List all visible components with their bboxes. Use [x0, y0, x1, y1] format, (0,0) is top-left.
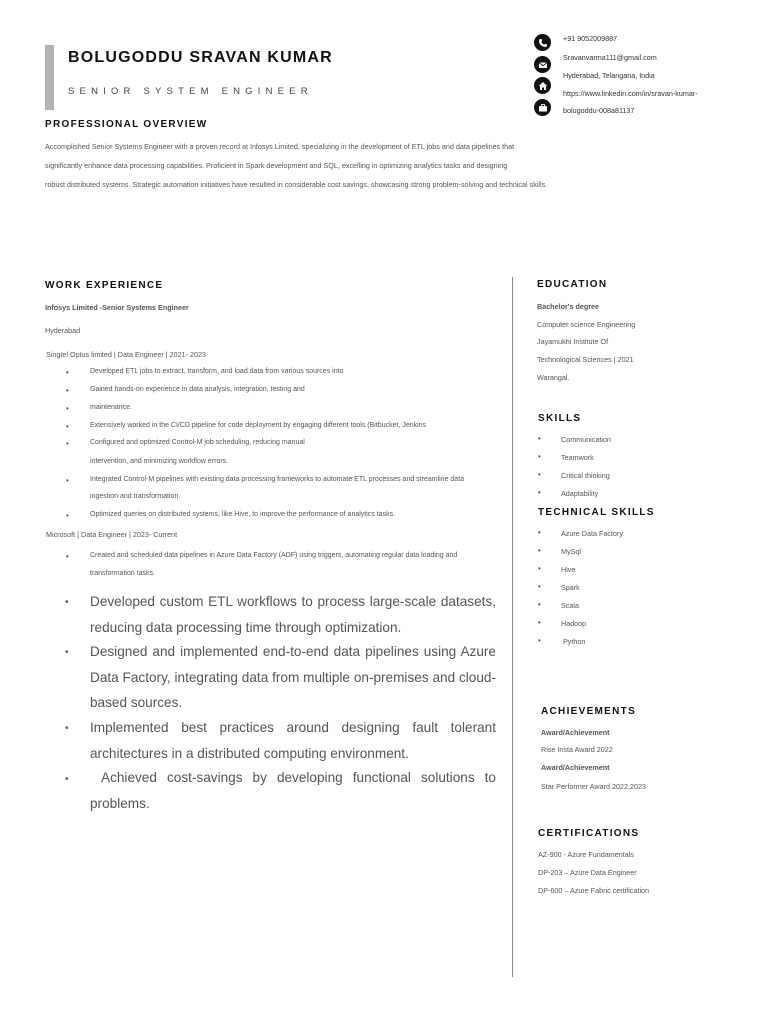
technical-skills-heading: TECHNICAL SKILLS: [538, 507, 655, 518]
list-item: Achieved cost-savings by developing functional solutions to problems.: [90, 770, 496, 811]
bullet: •: [538, 618, 541, 627]
skill-item: Communication: [561, 435, 611, 444]
education-institution: Jayamukhi Institute Of: [537, 337, 609, 346]
bullet: •: [66, 404, 69, 413]
bullet: •: [538, 452, 541, 461]
bullet: •: [65, 723, 69, 734]
contact-phone[interactable]: +91 9052009887: [563, 34, 618, 43]
skill-item: Critical thinking: [561, 471, 610, 480]
candidate-name: BOLUGODDU SRAVAN KUMAR: [68, 49, 333, 66]
overview-heading: PROFESSIONAL OVERVIEW: [45, 119, 208, 130]
tech-skill-item: Python: [563, 637, 586, 646]
bullet: •: [66, 439, 69, 448]
achievement-label: Award/Achievement: [541, 763, 610, 772]
tech-skill-item: Hive: [561, 565, 576, 574]
overview-line: Accomplished Senior Systems Engineer with a proven record at Infosys Limited, specializing in the development of ETL jobs and data pipelines that: [45, 142, 515, 151]
list-item-cont: ingestion and transformation.: [90, 493, 181, 500]
list-item: Extensively worked in the CI/CD pipeline for code deployment by engaging different tools (Bitbucket, Jenkins: [90, 422, 427, 429]
overview-line: robust distributed systems. Strategic automation initiatives have resulted in considerable cost savings, showcasing strong problem-solving and technical skills.: [45, 180, 548, 189]
header-accent-bar: [45, 45, 54, 110]
list-item: Developed custom ETL workflows to process large-scale datasets, reducing data processing time through optimization.: [90, 594, 496, 635]
list-item: Created and scheduled data pipelines in Azure Data Factory (ADF) using triggers, automating regular data loading and: [90, 552, 458, 559]
bullet: •: [66, 386, 69, 395]
phone-icon: [534, 34, 551, 51]
tech-skill-item: Spark: [561, 583, 580, 592]
list-item-cont: transformation tasks.: [90, 570, 155, 577]
bullet: •: [66, 368, 69, 377]
bullet: •: [66, 511, 69, 520]
achievement-label: Award/Achievement: [541, 728, 610, 737]
education-field: Computer science Engineering: [537, 320, 636, 329]
list-item: Implemented best practices around designing fault tolerant architectures in a distributed computing environment.: [90, 720, 496, 761]
certification-item: AZ-900 - Azure Fundamentals: [538, 850, 634, 859]
bullet: •: [538, 564, 541, 573]
bullet: •: [538, 434, 541, 443]
skill-item: Adaptability: [561, 489, 599, 498]
tech-skill-item: MySql: [561, 547, 581, 556]
list-item: Developed ETL jobs to extract, transform, and load data from various sources into: [90, 368, 344, 375]
overview-text: [45, 137, 555, 194]
list-item: Gained hands-on experience in data analysis, integration, testing and: [90, 386, 305, 393]
overview-line: significantly enhance data processing capabilities. Proficient in Spark development and SQL, excelling in optimizing analytics tasks and designing: [45, 161, 508, 170]
education-city: Warangal.: [537, 373, 570, 382]
skills-heading: SKILLS: [538, 413, 582, 424]
column-divider: [512, 277, 513, 977]
list-item-cont: intervention, and minimizing workflow errors.: [90, 458, 229, 465]
candidate-title: SENIOR SYSTEM ENGINEER: [68, 86, 313, 97]
certifications-heading: CERTIFICATIONS: [538, 828, 640, 839]
contact-linkedin[interactable]: https://www.linkedin.com/in/sravan-kumar-: [563, 89, 698, 98]
bullet: •: [65, 647, 69, 658]
company-location: Hyderabad: [45, 326, 81, 335]
tech-skill-item: Hadoop: [561, 619, 587, 628]
briefcase-icon: [534, 99, 551, 116]
achievement-item: Rise Insta Award 2022: [541, 745, 613, 754]
bullet: •: [66, 476, 69, 485]
list-item: maintenance.: [90, 404, 133, 411]
contact-location: Hyderabad, Telangana, India: [563, 71, 655, 80]
bullet: •: [66, 422, 69, 431]
bullet: •: [65, 597, 69, 608]
bullet: •: [538, 600, 541, 609]
client-title: Singtel Optus limited | Data Engineer | 2021- 2023: [46, 350, 206, 359]
list-item: Configured and optimized Control-M job scheduling, reducing manual: [90, 439, 305, 446]
bullet: •: [65, 774, 69, 785]
bullet: •: [538, 488, 541, 497]
education-degree: Bachelor's degree: [537, 302, 600, 311]
contact-email[interactable]: Sravanvarma111@gmail.com: [563, 53, 657, 62]
bullet: •: [538, 546, 541, 555]
skill-item: Teamwork: [561, 453, 594, 462]
bullet: •: [538, 636, 541, 645]
bullet: •: [538, 528, 541, 537]
work-experience-heading: WORK EXPERIENCE: [45, 280, 164, 291]
achievements-heading: ACHIEVEMENTS: [541, 706, 637, 717]
education-heading: EDUCATION: [537, 279, 608, 290]
bullet: •: [66, 552, 69, 561]
list-item: Optimized queries on distributed systems, like Hive, to improve the performance of analytics tasks.: [90, 511, 396, 518]
education-institution-cont: Technological Sciences | 2021: [537, 355, 634, 364]
client-title: Microsoft | Data Engineer | 2023- Current: [46, 530, 178, 539]
certification-item: DP-600 – Azure Fabric certification: [538, 886, 650, 895]
bullet: •: [538, 470, 541, 479]
email-icon: [534, 56, 551, 73]
bullet: •: [538, 582, 541, 591]
home-icon: [534, 77, 551, 94]
tech-skill-item: Scala: [561, 601, 579, 610]
tech-skill-item: Azure Data Factory: [561, 529, 623, 538]
certification-item: DP-203 – Azure Data Engineer: [538, 868, 637, 877]
company-title: Infosys Limited -Senior Systems Engineer: [45, 303, 189, 312]
list-item: Designed and implemented end-to-end data pipelines using Azure Data Factory, integrating data from multiple on-premises and cloud-based sources.: [90, 644, 496, 710]
contact-linkedin-cont[interactable]: bolugoddu-008a81137: [563, 106, 635, 115]
achievement-item: Star Performer Award 2022,2023: [541, 782, 646, 791]
list-item: Integrated Control-M pipelines with existing data processing frameworks to automate ETL processes and streamline data: [90, 476, 465, 483]
